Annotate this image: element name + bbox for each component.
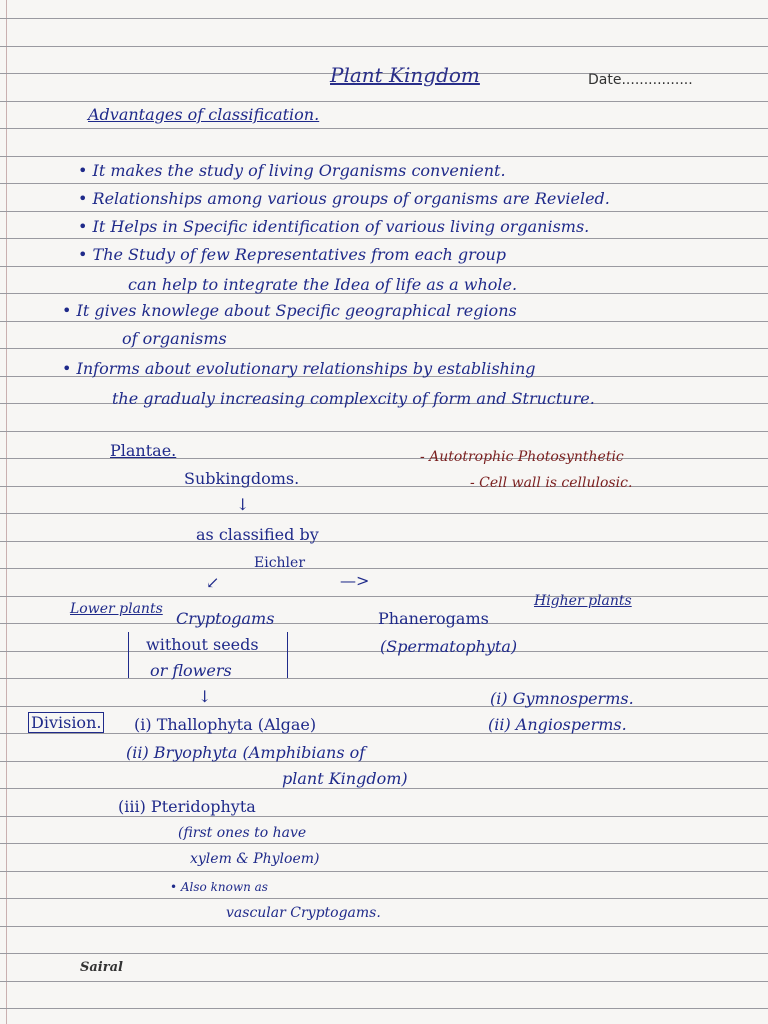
- advantage-point: • It gives knowlege about Specific geographical regions: [62, 301, 517, 320]
- ruled-line: [0, 596, 768, 597]
- phanerogams-label: Phanerogams: [378, 609, 489, 628]
- division-item: (first ones to have: [178, 825, 307, 841]
- eichler-label: Eichler: [254, 555, 306, 571]
- arrow-left-down-icon: ↙: [206, 573, 220, 592]
- ruled-line: [0, 513, 768, 514]
- page-title: Plant Kingdom: [330, 63, 480, 87]
- ruled-line: [0, 953, 768, 954]
- arrow-right-icon: —>: [340, 571, 370, 590]
- ruled-line: [0, 541, 768, 542]
- ruled-line: [0, 46, 768, 47]
- advantage-point: • Informs about evolutionary relationships by establishing: [62, 359, 536, 378]
- arrow-down-icon: ↓: [198, 687, 212, 706]
- ruled-line: [0, 321, 768, 322]
- ruled-line: [0, 843, 768, 844]
- cryptogams-label: Cryptogams: [176, 609, 275, 628]
- division-item: • Also known as: [170, 880, 268, 894]
- plantae-feature: - Autotrophic Photosynthetic: [420, 449, 624, 465]
- ruled-line: [0, 156, 768, 157]
- division-item: plant Kingdom): [282, 769, 408, 788]
- ruled-line: [0, 1008, 768, 1009]
- ruled-line: [0, 183, 768, 184]
- ruled-line: [0, 238, 768, 239]
- ruled-line: [0, 431, 768, 432]
- advantage-point: • It Helps in Specific identification of various living organisms.: [78, 217, 590, 236]
- ruled-line: [0, 266, 768, 267]
- higher-type: (ii) Angiosperms.: [488, 715, 627, 734]
- ruled-line: [0, 761, 768, 762]
- classified-by-label: as classified by: [196, 525, 319, 544]
- arrow-down-icon: ↓: [236, 495, 250, 514]
- subkingdoms-label: Subkingdoms.: [184, 469, 300, 488]
- note-line: or flowers: [150, 661, 232, 680]
- ruled-line: [0, 871, 768, 872]
- plantae-heading: Plantae.: [110, 441, 177, 460]
- ruled-line: [0, 733, 768, 734]
- advantage-point: the gradualy increasing complexcity of form and Structure.: [112, 389, 595, 408]
- advantage-point: • It makes the study of living Organisms convenient.: [78, 161, 506, 180]
- ruled-line: [0, 568, 768, 569]
- division-item: (i) Thallophyta (Algae): [134, 715, 317, 734]
- division-item: vascular Cryptogams.: [226, 905, 381, 921]
- division-label: Division.: [28, 714, 104, 732]
- ruled-line: [0, 348, 768, 349]
- ruled-line: [0, 926, 768, 927]
- lower-plants-label: Lower plants: [70, 601, 163, 617]
- plantae-feature: - Cell wall is cellulosic.: [470, 475, 633, 491]
- ruled-line: [0, 128, 768, 129]
- ruled-line: [0, 706, 768, 707]
- date-label: Date................: [588, 72, 693, 88]
- ruled-line: [0, 788, 768, 789]
- advantage-point: • Relationships among various groups of organisms are Revieled.: [78, 189, 610, 208]
- ruled-line: [0, 101, 768, 102]
- note-line: without seeds: [146, 635, 259, 654]
- advantage-point: of organisms: [122, 329, 227, 348]
- higher-plants-label: Higher plants: [534, 593, 632, 609]
- higher-type: (i) Gymnosperms.: [490, 689, 634, 708]
- advantage-point: • The Study of few Representatives from each group: [78, 245, 506, 264]
- ruled-line: [0, 18, 768, 19]
- ruled-line: [0, 678, 768, 679]
- ruled-line: [0, 816, 768, 817]
- spermatophyta-label: (Spermatophyta): [380, 637, 518, 656]
- division-item: (ii) Bryophyta (Amphibians of: [126, 743, 366, 762]
- advantage-point: can help to integrate the Idea of life as a whole.: [128, 275, 518, 294]
- ruled-line: [0, 981, 768, 982]
- notebook-brand: Sairal: [80, 960, 123, 975]
- ruled-line: [0, 486, 768, 487]
- ruled-line: [0, 898, 768, 899]
- division-item: xylem & Phyloem): [190, 851, 320, 867]
- division-item: (iii) Pteridophyta: [118, 797, 256, 816]
- ruled-line: [0, 211, 768, 212]
- advantages-heading: Advantages of classification.: [88, 105, 320, 124]
